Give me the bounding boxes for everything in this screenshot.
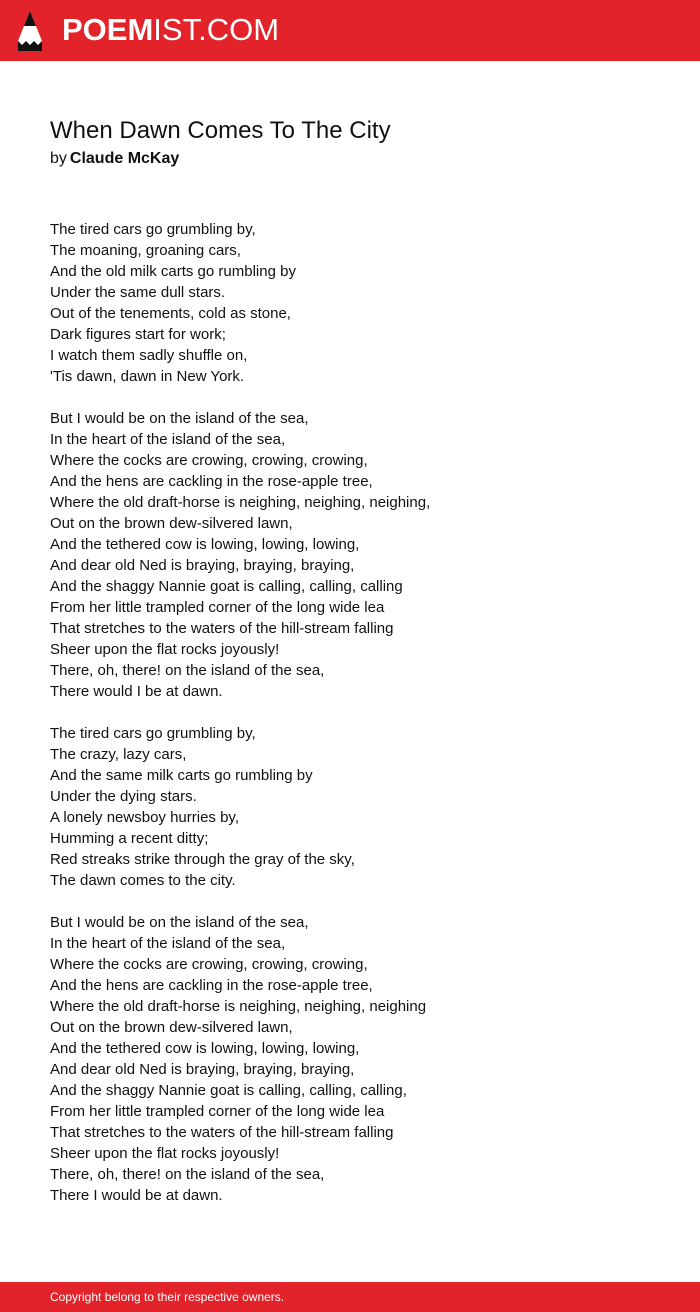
byline — [50, 149, 179, 169]
poem-line: Out of the tenements, cold as stone, — [50, 305, 291, 322]
poem-line: The tired cars go grumbling by, — [50, 221, 256, 238]
poem-line: And the hens are cackling in the rose-apple tree, — [50, 473, 373, 490]
poem-line: Under the same dull stars. — [50, 284, 226, 301]
poem-line: In the heart of the island of the sea, — [50, 431, 286, 448]
poem-line: And the tethered cow is lowing, lowing, lowing, — [50, 536, 360, 553]
poem-line: There, oh, there! on the island of the sea, — [50, 1166, 325, 1183]
poem-line: 'Tis dawn, dawn in New York. — [50, 368, 245, 385]
poem-line: There I would be at dawn. — [50, 1187, 223, 1204]
byline-prefix: by — [50, 150, 67, 167]
poem-stanza — [50, 723, 670, 891]
poem-line: The crazy, lazy cars, — [50, 746, 187, 763]
poem-line: Red streaks strike through the gray of the sky, — [50, 851, 355, 868]
author-name: Claude McKay — [69, 150, 180, 167]
poem-line: Where the old draft-horse is neighing, neighing, neighing, — [50, 494, 431, 511]
poem-line: And the same milk carts go rumbling by — [50, 767, 313, 784]
pen-nib-icon[interactable] — [17, 10, 43, 52]
poem-stanza — [50, 912, 670, 1206]
poem-stanza — [50, 219, 670, 387]
poem-line: And dear old Ned is braying, braying, braying, — [50, 1061, 355, 1078]
poem-line: And the old milk carts go rumbling by — [50, 263, 296, 280]
poem-line: From her little trampled corner of the long wide lea — [50, 1103, 385, 1120]
poem-body — [50, 219, 670, 1227]
poem-title: When Dawn Comes To The City — [50, 117, 391, 144]
poem-line: Out on the brown dew-silvered lawn, — [50, 515, 293, 532]
poem-line: There would I be at dawn. — [50, 683, 223, 700]
poem-line: And dear old Ned is braying, braying, braying, — [50, 557, 355, 574]
poem-line: And the tethered cow is lowing, lowing, lowing, — [50, 1040, 360, 1057]
poem-line: The moaning, groaning cars, — [50, 242, 241, 259]
logo-text-bold: POEM — [62, 12, 154, 47]
poem-line: Sheer upon the flat rocks joyously! — [50, 1145, 280, 1162]
poem-line: Humming a recent ditty; — [50, 830, 209, 847]
poem-line: From her little trampled corner of the long wide lea — [50, 599, 385, 616]
poem-stanza — [50, 408, 670, 702]
poem-line: But I would be on the island of the sea, — [50, 410, 309, 427]
poem-line: Under the dying stars. — [50, 788, 197, 805]
site-header — [0, 0, 700, 61]
poem-line: And the shaggy Nannie goat is calling, calling, calling — [50, 578, 403, 595]
poem-line: Where the cocks are crowing, crowing, crowing, — [50, 956, 368, 973]
poem-line: That stretches to the waters of the hill-stream falling — [50, 1124, 394, 1141]
poem-line: In the heart of the island of the sea, — [50, 935, 286, 952]
poem-line: And the shaggy Nannie goat is calling, calling, calling, — [50, 1082, 407, 1099]
poem-line: Sheer upon the flat rocks joyously! — [50, 641, 280, 658]
poem-line: Where the cocks are crowing, crowing, crowing, — [50, 452, 368, 469]
poem-line: The tired cars go grumbling by, — [50, 725, 256, 742]
logo-text-light: IST.COM — [153, 12, 280, 47]
poem-line: But I would be on the island of the sea, — [50, 914, 309, 931]
poem-line: That stretches to the waters of the hill-stream falling — [50, 620, 394, 637]
poem-line: The dawn comes to the city. — [50, 872, 236, 889]
poem-line: Dark figures start for work; — [50, 326, 226, 343]
copyright-text: Copyright belong to their respective owners. — [50, 1290, 285, 1304]
poem-line: There, oh, there! on the island of the sea, — [50, 662, 325, 679]
poem-line: A lonely newsboy hurries by, — [50, 809, 239, 826]
site-logo[interactable] — [62, 12, 279, 48]
poem-line: I watch them sadly shuffle on, — [50, 347, 248, 364]
site-footer — [0, 1282, 700, 1312]
poem-line: And the hens are cackling in the rose-apple tree, — [50, 977, 373, 994]
poem-line: Where the old draft-horse is neighing, neighing, neighing — [50, 998, 427, 1015]
poem-line: Out on the brown dew-silvered lawn, — [50, 1019, 293, 1036]
